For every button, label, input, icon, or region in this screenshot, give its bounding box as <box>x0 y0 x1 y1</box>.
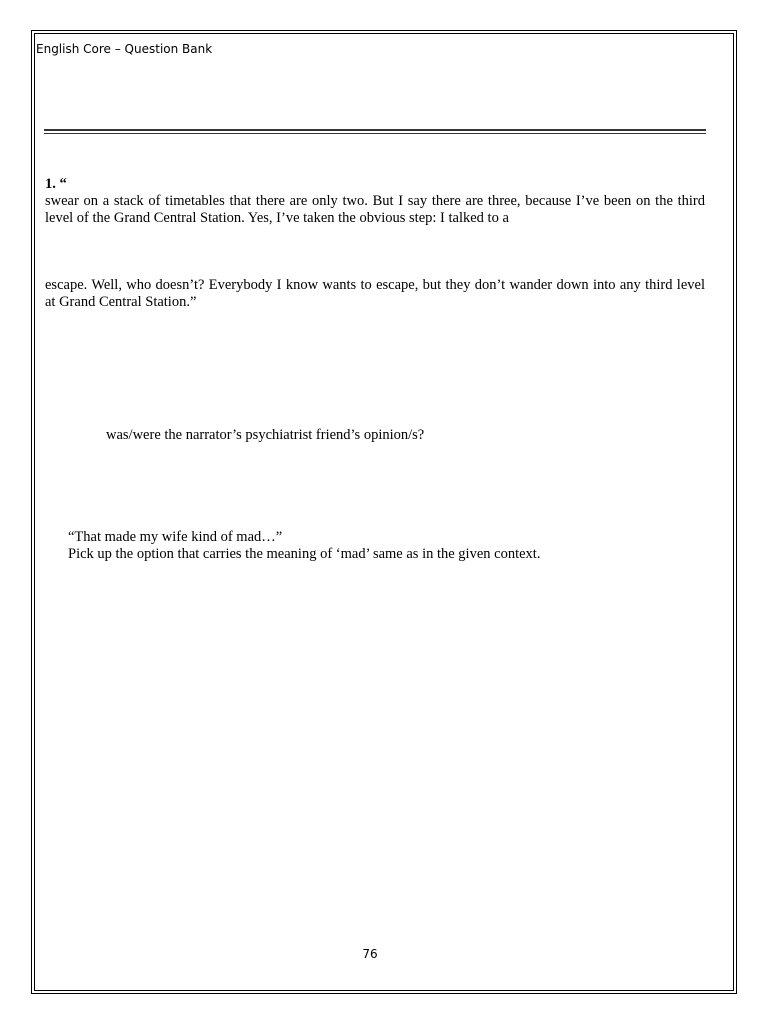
instruction-line: Pick up the option that carries the meaning of ‘mad’ same as in the given context. <box>68 546 541 562</box>
quoted-line: “That made my wife kind of mad…” <box>68 529 283 545</box>
page-number: 76 <box>362 947 378 961</box>
header-rule-thin <box>44 133 706 134</box>
header-title: English Core – Question Bank <box>36 42 213 56</box>
sub-question-fragment: was/were the narrator’s psychiatrist friend’s opinion/s? <box>106 427 425 443</box>
question-number: 1. “ <box>45 176 67 192</box>
header-rule-thick <box>44 129 706 131</box>
passage-paragraph-2: escape. Well, who doesn’t? Everybody I know wants to escape, but they don’t wander down into any third level at Grand Central Station.” <box>45 277 705 310</box>
page-border-inner <box>34 33 734 991</box>
passage-paragraph-1: swear on a stack of timetables that there are only two. But I say there are three, because I’ve been on the third level of the Grand Central Station. Yes, I’ve taken the obvious step: I talked to a <box>45 193 705 226</box>
